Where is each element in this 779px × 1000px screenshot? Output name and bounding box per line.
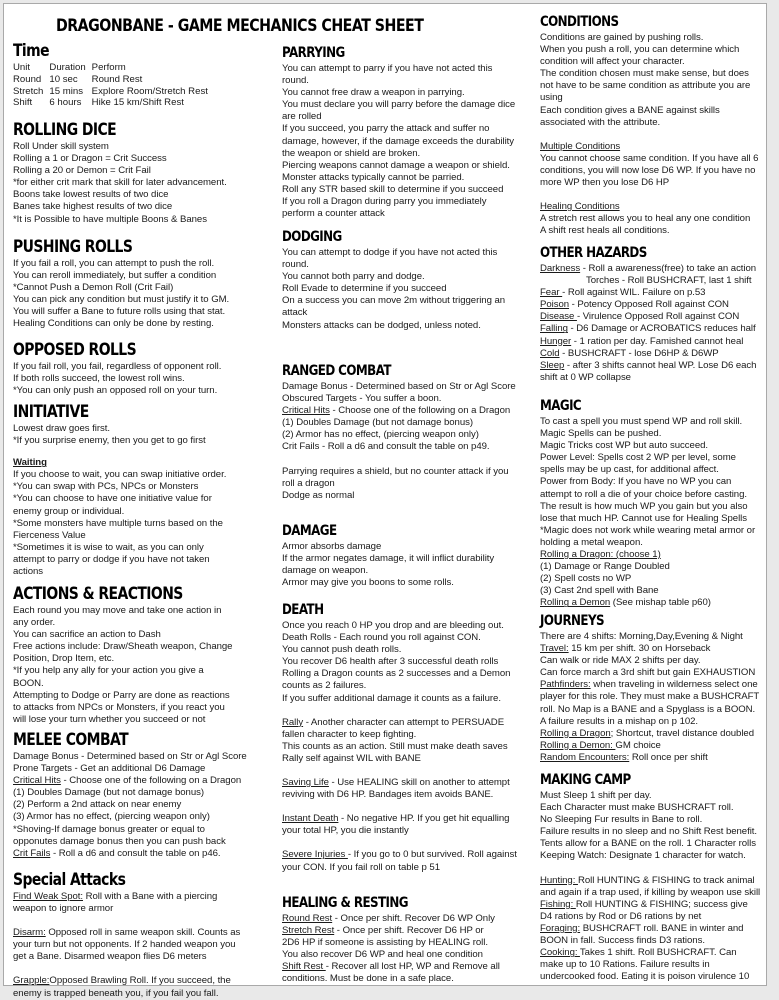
text-line: perform a counter attack: [282, 208, 385, 220]
table-header-row: [13, 62, 214, 74]
hazard-text: - Virulence Opposed Roll against CON: [576, 311, 740, 323]
text-line: Damage Bonus - Determined based on Str or Agl Score: [13, 751, 247, 762]
term-label: Hunting:: [540, 874, 578, 886]
text-line: [540, 643, 776, 655]
hazard-text: - 1 ration per day. Famished cannot heal: [571, 335, 744, 347]
term-text: - Roll a d6 and consult the table on p46.: [50, 847, 221, 859]
text-line: You can attempt to dodge if you have not acted this: [282, 247, 498, 258]
text-line: Rolling a 20 or Demon = Crit Fail: [13, 165, 151, 177]
term-label: Find Weak Spot:: [13, 891, 83, 902]
text-line: Must Sleep 1 shift per day.: [540, 790, 652, 801]
text-line: If you choose to wait, you can swap initiative order.: [13, 469, 227, 481]
text-line: Can walk or ride MAX 2 shifts per day.: [540, 655, 701, 667]
term-text: 15 km per shift. 30 on Horseback: [568, 643, 711, 655]
text-line: You can attempt to parry if you have not acted this: [282, 63, 493, 74]
text-line: fallen character to keep fighting.: [282, 728, 417, 740]
section-heading: JOURNEYS: [540, 613, 604, 629]
term-text: GM choice: [615, 739, 661, 751]
section-time: [13, 41, 275, 109]
text-line: Position, Drop Item, etc.: [13, 653, 115, 665]
text-line: If you fail a roll, you can attempt to push the roll.: [13, 258, 215, 269]
subheading-rolling-dragon: Rolling a Dragon: (choose 1): [540, 549, 661, 561]
text-line: *It is Possible to have multiple Boons & Banes: [13, 213, 207, 225]
text-line: [540, 923, 776, 935]
text-line: *You can only push an opposed roll on your turn.: [13, 385, 218, 397]
text-line: This counts as an action. Still must make death saves: [282, 740, 508, 752]
hazard-text: - after 3 shifts cannot heal WP. Lose D6 each: [564, 359, 757, 371]
table-cell: Stretch: [13, 85, 44, 97]
text-line: You must declare you will parry before the damage dice: [282, 99, 516, 111]
text-line: *If you help any ally for your action you give a: [13, 665, 204, 677]
text-line: player for this role. They must make a BUSHCRAFT: [540, 691, 760, 703]
section-heading: Special Attacks: [13, 870, 126, 890]
text-line: roll. No Map is a BANE and a Spyglass is a BOON.: [540, 703, 756, 715]
section-heading: OPPOSED ROLLS: [13, 340, 137, 360]
term-label: Cooking:: [540, 947, 580, 959]
text-line: *You can swap with PCs, NPCs or Monsters: [13, 481, 199, 493]
table-cell: Round: [13, 73, 42, 85]
section-initiative: [13, 402, 275, 578]
text-line: Power Level: Spells cost 2 WP per level, some: [540, 452, 736, 464]
term-label: Foraging:: [540, 922, 581, 934]
text-line: attempt to roll a die of your choice before casting.: [540, 488, 747, 500]
hazard-item: [540, 360, 776, 372]
term-text: - Choose one of the following on a Dragon: [329, 405, 511, 417]
text-line: any order.: [13, 617, 56, 629]
text-line: [282, 813, 536, 825]
text-line: *for either crit mark that skill for later advancement.: [13, 177, 227, 189]
term-label: Severe Injuries: [282, 849, 348, 861]
text-line: (3) Armor has no effect, (piercing weapon only): [13, 811, 210, 823]
text-line: weapon to ignore armor: [13, 903, 114, 915]
text-line: Failure results in no sleep and no Shift Rest benefit.: [540, 826, 758, 838]
term-label: Instant Death: [282, 813, 339, 825]
text-line: will lose your turn whether you succeed or not: [13, 713, 206, 725]
text-line: You can pick any condition but must justify it to GM.: [13, 294, 230, 306]
text-line: Monster attacks typically cannot be parried.: [282, 171, 465, 183]
text-line: lose that much HP. Cannot use for Healing Spells: [540, 512, 748, 524]
hazard-item: [540, 275, 776, 287]
text-line: round.: [282, 75, 309, 87]
text-line: You cannot free draw a weapon in parrying.: [282, 87, 465, 99]
term-label: Disarm:: [13, 927, 46, 939]
text-line: Roll Under skill system: [13, 141, 109, 152]
term-label: Stretch Rest: [282, 925, 335, 937]
term-label: Random Encounters:: [540, 751, 630, 763]
hazard-text: - BUSHCRAFT - lose D6HP & D6WP: [559, 347, 719, 359]
text-line: damage on weapon.: [282, 565, 369, 577]
section-heading: RANGED COMBAT: [282, 363, 391, 379]
text-line: If you roll a Dragon during parry you immediately: [282, 196, 487, 208]
text-line: Once you reach 0 HP you drop and are bleeding out.: [282, 620, 504, 631]
section-heading: OTHER HAZARDS: [540, 245, 647, 261]
term-label: Rolling a Dragon: [540, 727, 611, 739]
subheading-waiting: Waiting: [13, 457, 47, 469]
section-parrying: [282, 45, 536, 220]
text-line: The condition chosen must make sense, but does: [540, 68, 749, 80]
section-heading: HEALING & RESTING: [282, 895, 408, 911]
section-heading: INITIATIVE: [13, 402, 89, 422]
section-conditions: [540, 14, 776, 237]
text-line: [540, 597, 776, 609]
section-melee-combat: [13, 730, 275, 860]
text-line: attempt to parry or dodge if you have not taken: [13, 553, 210, 565]
section-heading: PUSHING ROLLS: [13, 237, 133, 257]
term-text: - Once per shift. Recover D6 WP Only: [332, 913, 495, 924]
text-line: When you push a roll, you can determine which: [540, 44, 740, 56]
text-line: enemy group or individual.: [13, 505, 125, 517]
section-other-hazards: [540, 245, 776, 384]
term-text: - Choose one of the following on a Dragon: [60, 775, 242, 787]
table-cell: Shift: [13, 97, 33, 109]
text-line: (2) Spell costs no WP: [540, 573, 632, 585]
term-text: - Recover all lost HP, WP and Remove all: [325, 961, 500, 973]
text-line: BOON.: [13, 677, 44, 689]
hazard-label: Cold: [540, 347, 560, 359]
text-line: (2) Perform a 2nd attack on near enemy: [13, 799, 182, 811]
hazard-item: [540, 372, 776, 384]
text-line: Keeping Watch: Designate 1 character for watch.: [540, 850, 746, 862]
section-opposed-rolls: [13, 340, 275, 397]
text-line: Each Character must make BUSHCRAFT roll.: [540, 802, 734, 814]
hazard-text: Torches - Roll BUSHCRAFT, last 1 shift: [586, 275, 752, 287]
term-label: Critical Hits: [282, 405, 330, 417]
hazard-text: - D6 Damage or ACROBATICS reduces half: [567, 323, 756, 335]
table-row: [13, 74, 214, 86]
text-line: counts as 2 failures.: [282, 680, 367, 692]
text-line: conditions. Must be done in a safe place.: [282, 973, 454, 985]
term-text: - No negative HP. If you get hit equalling: [338, 813, 510, 825]
text-line: Magic Spells can be pushed.: [540, 428, 662, 440]
text-line: (3) Cast 2nd spell with Bane: [540, 585, 659, 597]
text-line: If you succeed, you parry the attack and suffer no: [282, 123, 490, 135]
text-line: Rally self against WIL with BANE: [282, 752, 421, 764]
text-line: You cannot push death rolls.: [282, 644, 402, 656]
text-line: BOON in fall. Success finds D3 rations.: [540, 935, 705, 947]
text-line: Lowest draw goes first.: [13, 423, 110, 434]
text-line: Magic Tricks cost WP but auto succeed.: [540, 440, 709, 452]
text-line: Crit Fails - Roll a d6 and consult the table on p49.: [282, 441, 490, 453]
text-line: Armor absorbs damage: [282, 541, 382, 552]
text-line: and again if a trap used, if killing by weapon use skill: [540, 886, 761, 898]
table-cell: Round Rest: [91, 73, 143, 85]
term-label: Critical Hits: [13, 775, 61, 787]
text-line: [13, 848, 275, 860]
text-line: reviving with D6 HP. Bandages item avoids BANE.: [282, 789, 494, 801]
term-text: - Use HEALING skill on another to attempt: [328, 777, 510, 789]
cheat-sheet-page: [3, 3, 767, 999]
column-header: Unit: [13, 62, 31, 73]
text-line: Piercing weapons cannot damage a weapon or shield.: [282, 159, 510, 171]
text-line: are rolled: [282, 111, 322, 123]
text-line: Each condition gives a BANE against skills: [540, 104, 720, 116]
text-line: Rolling a Dragon counts as 2 successes and a Demon: [282, 668, 511, 680]
text-line: Power from Body: If you have no WP you can: [540, 476, 732, 488]
section-heading: ACTIONS & REACTIONS: [13, 584, 183, 604]
term-text: Roll HUNTING & FISHING to track animal: [577, 874, 755, 886]
text-line: Conditions are gained by pushing rolls.: [540, 32, 704, 43]
term-text: - If you go to 0 but survived. Roll against: [347, 849, 517, 861]
section-actions-reactions: [13, 584, 275, 726]
term-text: (See mishap table p60): [610, 597, 711, 609]
text-line: Parrying requires a shield, but no counter attack if you: [282, 465, 509, 477]
text-line: using: [540, 92, 563, 104]
text-line: There are 4 shifts: Morning,Day,Evening & Night: [540, 631, 743, 642]
text-line: Can force march a 3rd shift but gain EXHAUSTION: [540, 667, 756, 679]
text-line: If you fail roll, you fail, regardless of opponent roll.: [13, 361, 222, 372]
text-line: You will suffer a Bane to future rolls using that stat.: [13, 306, 226, 318]
section-dodging: [282, 229, 536, 332]
text-line: *Sometimes it is wise to wait, as you can only: [13, 541, 204, 553]
text-line: No Sleeping Fur results in Bane to roll.: [540, 814, 703, 826]
text-line: [540, 899, 776, 911]
section-pushing-rolls: [13, 237, 275, 331]
text-line: [282, 405, 536, 417]
text-line: (1) Doubles Damage (but not damage bonus): [13, 787, 205, 799]
table-row: [13, 86, 214, 98]
text-line: round.: [282, 259, 309, 271]
text-line: You also recover D6 WP and heal one condition: [282, 949, 483, 961]
text-line: [282, 777, 536, 789]
term-label: Pathfinders:: [540, 679, 591, 691]
term-text: BUSHCRAFT roll. BANE in winter and: [580, 922, 744, 934]
text-line: spells may be up cast, for additional affect.: [540, 464, 719, 476]
term-label: Rolling a Demon: [540, 597, 611, 609]
hazard-label: Poison: [540, 299, 570, 311]
text-line: You can sacrifice an action to Dash: [13, 629, 161, 641]
text-line: make up to 10 Rations. Failure results in: [540, 959, 710, 971]
text-line: (1) Damage or Range Doubled: [540, 561, 670, 573]
text-line: You recover D6 health after 3 successful death rolls: [282, 656, 499, 668]
text-line: [282, 849, 536, 861]
hazard-label: Fear: [540, 287, 563, 299]
text-line: If you suffer additional damage it counts as a failure.: [282, 692, 501, 704]
section-death: [282, 602, 536, 874]
hazard-item: [540, 323, 776, 335]
column-header: Duration: [49, 62, 86, 73]
text-line: holding a metal weapon.: [540, 536, 643, 548]
text-line: [282, 961, 536, 973]
text-line: your turn but not opponents. If 2 handed weapon you: [13, 939, 236, 951]
text-line: Healing Conditions can only be done by resting.: [13, 318, 214, 330]
text-line: [13, 975, 275, 987]
section-magic: [540, 398, 776, 610]
hazard-label: Falling: [540, 323, 568, 335]
text-line: The result is how much WP you gain but you also: [540, 500, 748, 512]
text-line: Damage Bonus - Determined based on Str or Agl Score: [282, 381, 516, 392]
term-text: Takes 1 shift. Roll BUSHCRAFT. Can: [579, 947, 737, 959]
text-line: (1) Doubles Damage (but not damage bonus): [282, 417, 474, 429]
section-heading: Time: [13, 41, 49, 61]
term-label: Crit Fails: [13, 847, 51, 859]
text-line: On a success you can move 2m without triggering an: [282, 295, 506, 307]
text-line: [540, 679, 776, 691]
section-heading: DODGING: [282, 229, 342, 245]
text-line: get a Bane. Disarmed weapon flies D6 meters: [13, 951, 207, 963]
hazard-label: Darkness: [540, 263, 581, 274]
text-line: *You can choose to have one initiative value for: [13, 493, 212, 505]
term-text: - Another character can attempt to PERSUADE: [303, 716, 505, 728]
subheading-multiple-conditions: Multiple Conditions: [540, 140, 621, 152]
hazard-item: [540, 263, 776, 275]
column-header: Perform: [91, 62, 126, 73]
text-line: *Cannot Push a Demon Roll (Crit Fail): [13, 282, 174, 294]
term-label: Shift Rest: [282, 961, 326, 973]
text-line: *Magic does not work while wearing metal armor or: [540, 524, 756, 536]
hazard-item: [540, 348, 776, 360]
section-damage: [282, 523, 536, 589]
section-making-camp: [540, 772, 776, 983]
text-line: Monsters attacks can be dodged, unless noted.: [282, 319, 481, 331]
section-heading: DEATH: [282, 602, 324, 618]
text-line: 2D6 HP if someone is assisting by HEALING roll.: [282, 937, 488, 949]
hazard-text: - Potency Opposed Roll against CON: [569, 299, 729, 311]
text-line: [540, 947, 776, 959]
section-heading: MELEE COMBAT: [13, 730, 129, 750]
text-line: Boons take lowest results of two dice: [13, 189, 169, 201]
text-line: [282, 913, 536, 925]
section-rolling-dice: [13, 120, 275, 226]
text-line: [282, 925, 536, 937]
text-line: more WP then you lose D6 HP: [540, 177, 670, 189]
text-line: A stretch rest allows you to heal any one condition: [540, 213, 751, 225]
text-line: your total HP, you die instantly: [282, 825, 409, 837]
hazard-text: - Roll a awareness(free) to take an action: [580, 263, 757, 274]
term-text: Roll HUNTING & FISHING; success give: [575, 898, 748, 910]
text-line: the weapon or shield are broken.: [282, 147, 421, 159]
text-line: attack: [282, 307, 308, 319]
table-cell: 10 sec: [49, 73, 78, 85]
term-label: Rally: [282, 716, 304, 728]
text-line: Attempting to Dodge or Parry are done as reactions: [13, 689, 230, 701]
term-label: Travel:: [540, 643, 569, 655]
hazard-item: [540, 336, 776, 348]
text-line: undercooked food. Eating it is poison virulence 10: [540, 971, 750, 983]
term-text: Roll once per shift: [629, 751, 708, 763]
term-label: Fishing:: [540, 898, 576, 910]
text-line: actions: [13, 566, 44, 578]
term-text: when traveling in wilderness select one: [590, 679, 758, 691]
text-line: *Shoving-If damage bonus greater or equal to: [13, 823, 205, 835]
hazard-label: Hunger: [540, 335, 572, 347]
text-line: If both rolls succeed, the lowest roll wins.: [13, 373, 185, 385]
section-heading: MAKING CAMP: [540, 772, 631, 788]
term-text: Opposed roll in same weapon skill. Counts as: [45, 927, 241, 939]
table-cell: 15 mins: [49, 85, 83, 97]
text-line: Roll any STR based skill to determine if you succeed: [282, 183, 504, 195]
hazard-item: [540, 299, 776, 311]
section-heading: PARRYING: [282, 45, 345, 61]
text-line: D4 rations by Rod or D6 rations by net: [540, 910, 702, 922]
hazard-label: Sleep: [540, 359, 565, 371]
section-healing-resting: [282, 895, 536, 986]
text-line: *Some monsters have multiple turns based on the: [13, 517, 223, 529]
subheading-healing-conditions: Healing Conditions: [540, 201, 620, 213]
text-line: condition will affect your character.: [540, 56, 685, 68]
text-line: opponutes damage bonus then you can push back: [13, 835, 226, 847]
text-line: A shift rest heals all conditions.: [540, 225, 670, 237]
table-cell: Explore Room/Stretch Rest: [91, 85, 208, 97]
text-line: You cannot both parry and dodge.: [282, 271, 425, 283]
text-line: Death Rolls - Each round you roll against CON.: [282, 632, 481, 644]
text-line: If the armor negates damage, it will inflict durability: [282, 553, 495, 565]
section-special-attacks: [13, 870, 275, 1000]
text-line: Armor may give you boons to some rolls.: [282, 577, 454, 589]
text-line: associated with the attribute.: [540, 116, 661, 128]
text-line: Rolling a 1 or Dragon = Crit Success: [13, 153, 167, 165]
term-label: Round Rest: [282, 913, 333, 924]
text-line: [540, 752, 776, 764]
table-cell: 6 hours: [49, 97, 82, 109]
section-ranged-combat: [282, 363, 536, 502]
text-line: not have to be same condition as attribute you are: [540, 80, 751, 92]
text-line: [13, 891, 275, 903]
term-text: - Once per shift. Recover D6 HP or: [334, 925, 484, 937]
hazard-item: [540, 287, 776, 299]
text-line: [540, 875, 776, 887]
section-heading: CONDITIONS: [540, 14, 619, 30]
text-line: [540, 728, 776, 740]
text-line: [540, 740, 776, 752]
text-line: [282, 717, 536, 729]
text-line: damage, however, if the damage exceeds the durability: [282, 135, 515, 147]
term-text: Opposed Brawling Roll. If you succeed, the: [49, 975, 231, 987]
term-text: ; Shortcut, travel distance doubled: [610, 727, 754, 739]
table-cell: Hike 15 km/Shift Rest: [91, 97, 184, 109]
text-line: Dodge as normal: [282, 489, 355, 501]
hazard-item: [540, 311, 776, 323]
text-line: your CON. If you fail roll on table p 51: [282, 861, 440, 873]
text-line: [13, 775, 275, 787]
text-line: Tents allow for a BANE on the roll. 1 Character rolls: [540, 838, 756, 850]
text-line: A failure results in a mishap on p 102.: [540, 715, 699, 727]
table-row: [13, 97, 214, 109]
section-journeys: [540, 613, 776, 764]
term-label: Rolling a Demon:: [540, 739, 616, 751]
text-line: *If you surprise enemy, then you get to go first: [13, 435, 206, 447]
text-line: Fierceness Value: [13, 529, 86, 541]
term-label: Saving Life: [282, 777, 329, 789]
text-line: to attacks from NPCs or Monsters, if you react you: [13, 701, 225, 713]
hazard-text: - Roll against WIL. Failure on p.53: [562, 287, 706, 299]
time-table: [13, 62, 214, 109]
text-line: (2) Armor has no effect, (piercing weapon only): [282, 429, 479, 441]
section-heading: DAMAGE: [282, 523, 337, 539]
text-line: Prone Targets - Get an additional D6 Damage: [13, 763, 206, 775]
hazard-text: shift at 0 WP collapse: [540, 371, 631, 383]
section-heading: ROLLING DICE: [13, 120, 117, 140]
text-line: You cannot choose same condition. If you have all 6: [540, 152, 759, 164]
text-line: Free actions include: Draw/Sheath weapon, Change: [13, 641, 233, 653]
text-line: Obscured Targets - You suffer a boon.: [282, 393, 442, 405]
hazard-label: Disease: [540, 311, 577, 323]
section-heading: MAGIC: [540, 398, 582, 414]
text-line: enemy is trapped beneath you, if you fail you fall.: [13, 987, 219, 999]
text-line: You can reroll immediately, but suffer a condition: [13, 270, 217, 282]
text-line: Roll Evade to determine if you succeed: [282, 283, 447, 295]
text-line: conditions, you will now lose D6 WP. If you have no: [540, 164, 756, 176]
text-line: To cast a spell you must spend WP and roll skill.: [540, 416, 743, 427]
text-line: [13, 927, 275, 939]
page-title: DRAGONBANE - GAME MECHANICS CHEAT SHEET: [56, 16, 424, 35]
term-text: Roll with a Bane with a piercing: [83, 891, 218, 902]
text-line: Banes take highest results of two dice: [13, 201, 173, 213]
term-label: Grapple:: [13, 975, 50, 987]
text-line: roll a dragon: [282, 477, 335, 489]
text-line: Each round you may move and take one action in: [13, 605, 222, 616]
